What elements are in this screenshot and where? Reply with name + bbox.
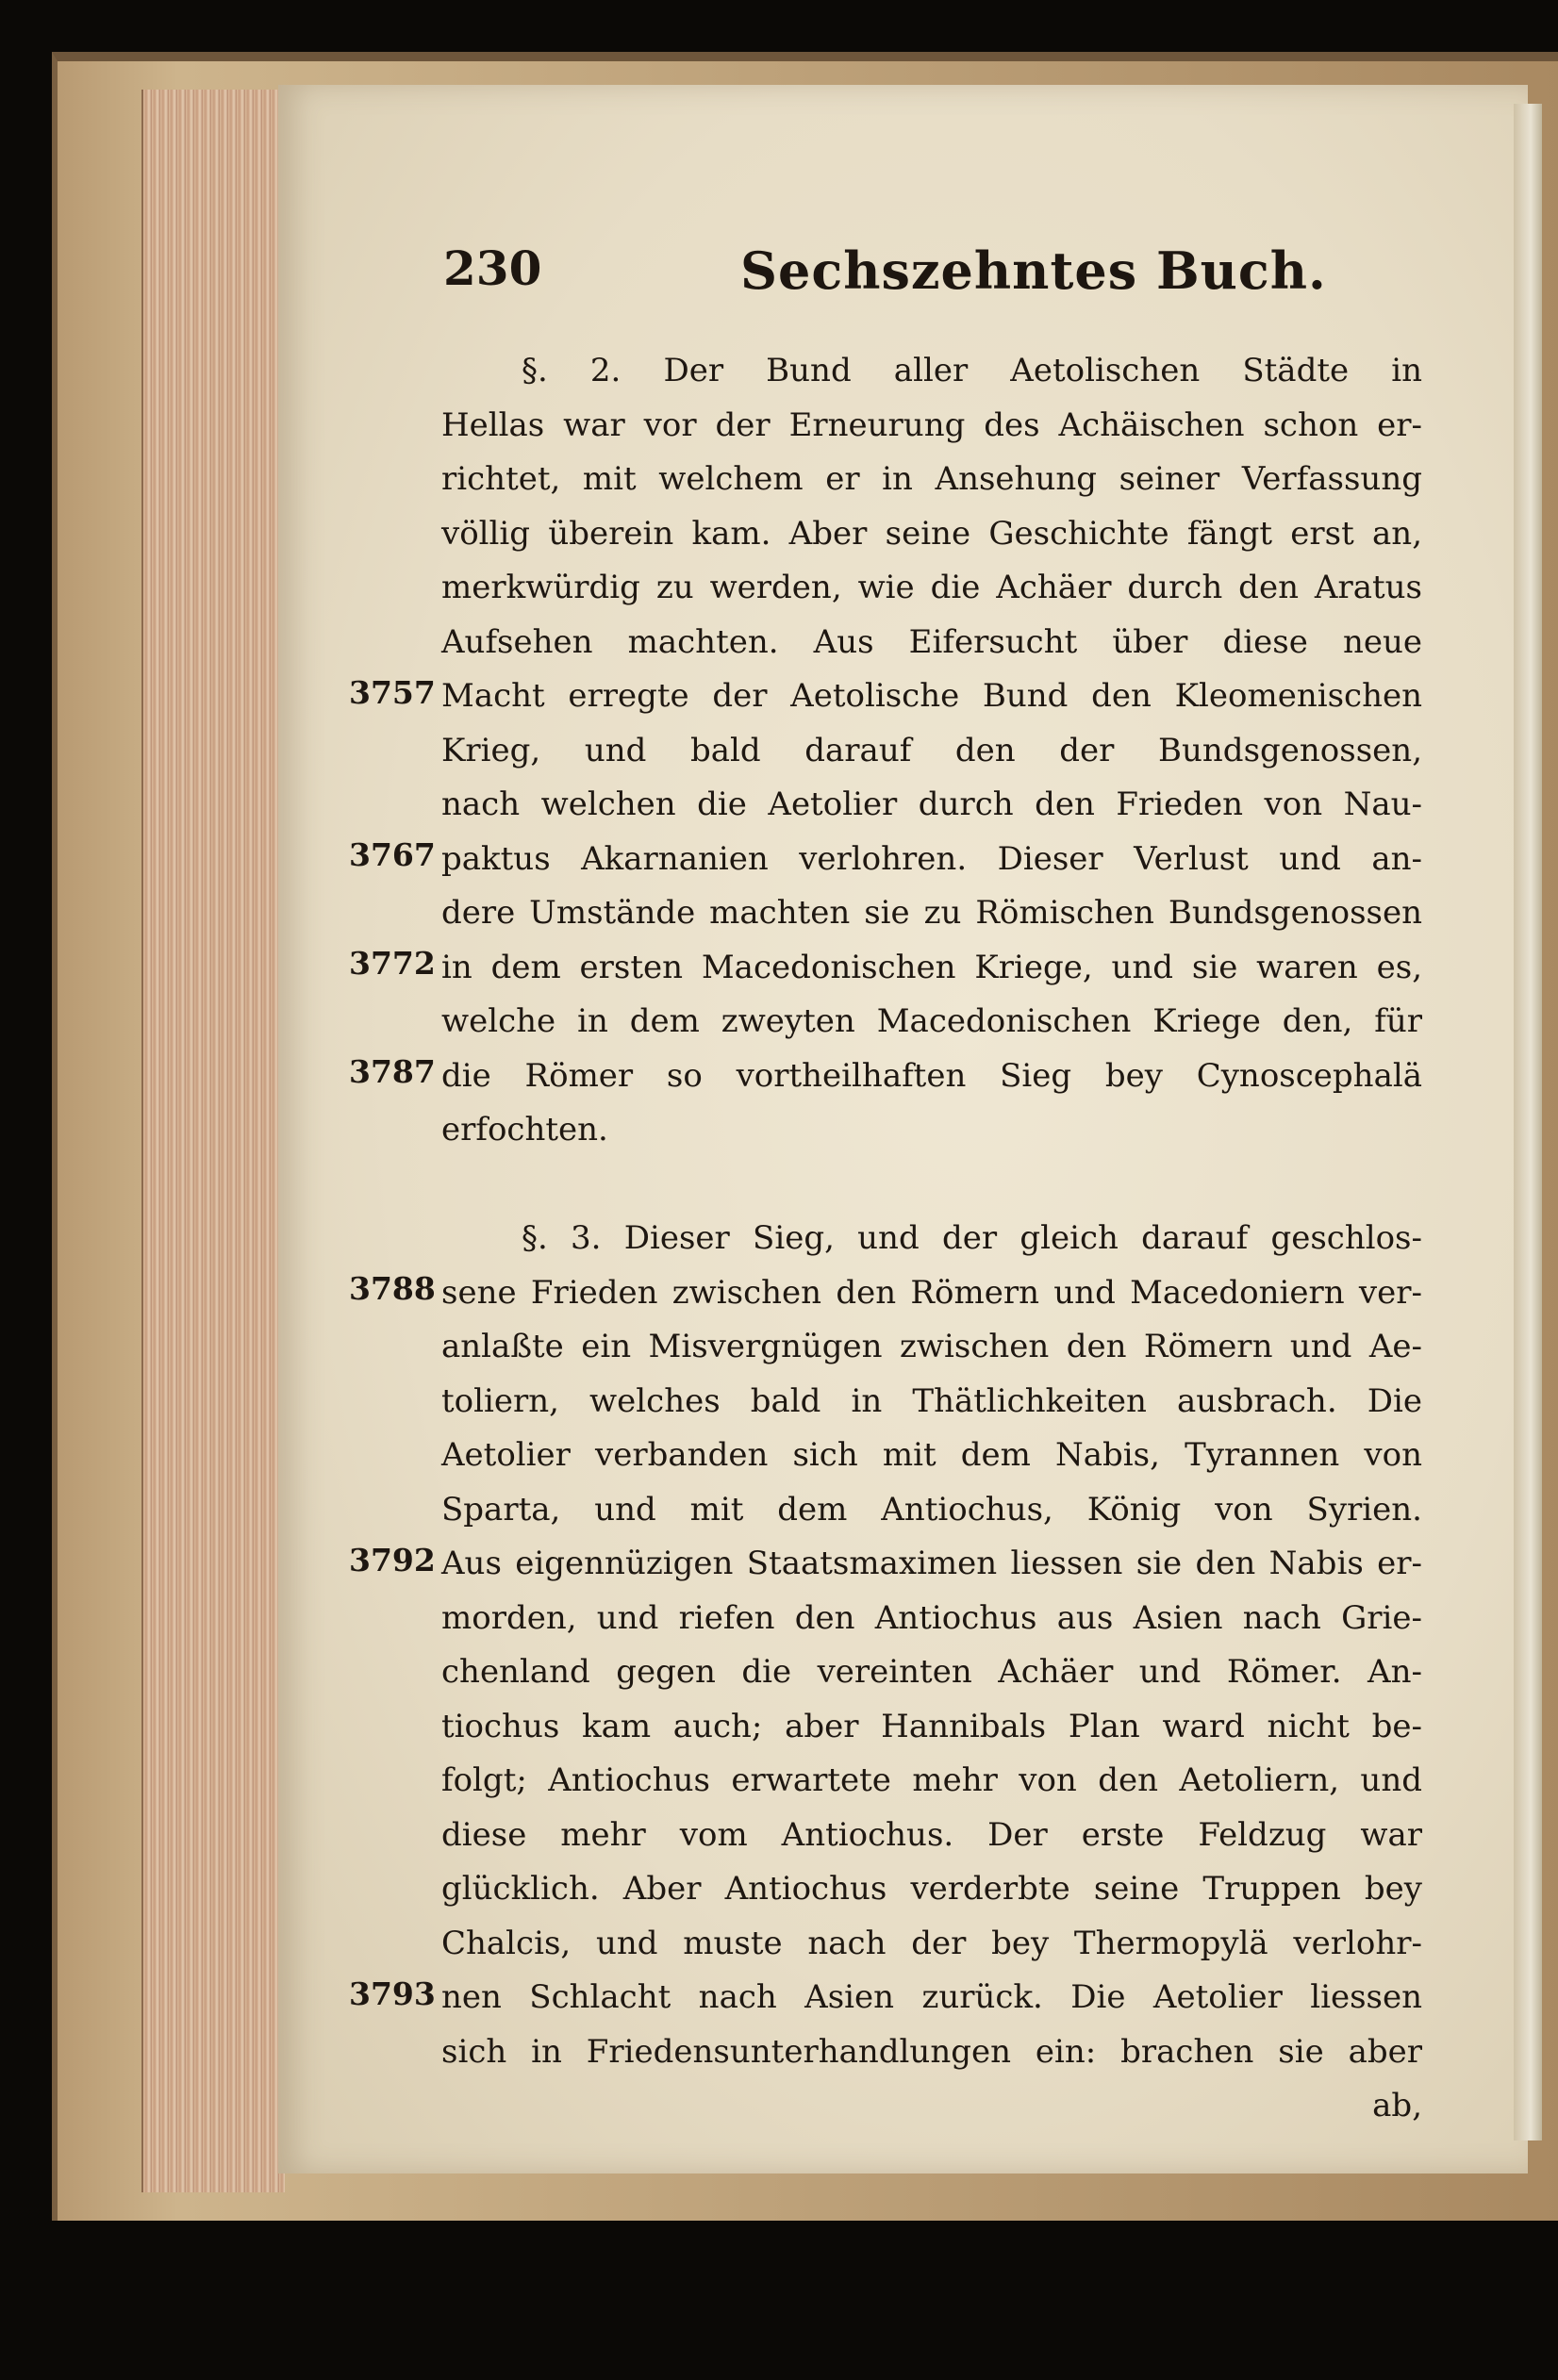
text-line: toliern, welches bald in Thätlichkeiten ausbrach. Die [441, 1381, 1422, 1420]
text-line: tiochus kam auch; aber Hannibals Plan ward nicht be- [441, 1707, 1422, 1745]
text-line: glücklich. Aber Antiochus verderbte seine Truppen bey [441, 1870, 1422, 1908]
text-line: merkwürdig zu werden, wie die Achäer durch den Aratus [441, 569, 1422, 606]
text-line: dere Umstände machten sie zu Römischen Bundsgenossen [441, 894, 1422, 932]
text-line: Aetolier verbanden sich mit dem Nabis, Tyrannen von [441, 1436, 1422, 1474]
text-line: nen Schlacht nach Asien zurück. Die Aetolier liessen [441, 1978, 1422, 2016]
text-line: paktus Akarnanien verlohren. Dieser Verlust und an- [441, 839, 1422, 878]
text-line: Hellas war vor der Erneurung des Achäischen schon er- [441, 405, 1422, 444]
text-line: chenland gegen die vereinten Achäer und Römer. An- [441, 1653, 1422, 1691]
text-line: Aufsehen machten. Aus Eifersucht über diese neue [441, 622, 1422, 661]
margin-year: 3788 [349, 1270, 436, 1307]
paragraph-gap [441, 1158, 1422, 1213]
margin-year: 3793 [349, 1975, 436, 2012]
margin-year: 3772 [349, 945, 436, 982]
text-line: nach welchen die Aetolier durch den Frieden von Nau- [441, 785, 1422, 823]
text-line: §. 3. Dieser Sieg, und der gleich darauf geschlos- [522, 1219, 1422, 1257]
text-line: die Römer so vortheilhaften Sieg bey Cynoscephalä [441, 1056, 1422, 1095]
page-number: 230 [443, 240, 542, 296]
text-line: Sparta, und mit dem Antiochus, König von Syrien. [441, 1490, 1422, 1529]
text-line: folgt; Antiochus erwartete mehr von den Aetoliern, und [441, 1761, 1422, 1799]
text-line: Aus eigennüzigen Staatsmaximen liessen sie den Nabis er- [441, 1545, 1422, 1582]
text-line: in dem ersten Macedonischen Kriege, und sie waren es, [441, 948, 1422, 986]
text-line: Chalcis, und muste nach der bey Thermopylä verlohr- [441, 1924, 1422, 1962]
text-line: Krieg, und bald darauf den der Bundsgenossen, [441, 731, 1422, 769]
text-line: sich in Friedensunterhandlungen ein: brachen sie aber [441, 2032, 1422, 2071]
text-line: diese mehr vom Antiochus. Der erste Feldzug war [441, 1815, 1422, 1854]
text-line: anlaßte ein Misvergnügen zwischen den Römern und Ae- [441, 1328, 1422, 1365]
text-line: welche in dem zweyten Macedonischen Kriege den, für [441, 1002, 1422, 1040]
margin-year: 3787 [349, 1053, 436, 1090]
text-line: morden, und riefen den Antiochus aus Asien nach Grie- [441, 1598, 1422, 1637]
page-header [443, 240, 1434, 316]
margin-year: 3757 [349, 674, 436, 711]
catchword: ab, [1372, 2087, 1422, 2124]
text-line: richtet, mit welchem er in Ansehung seiner Verfassung [441, 460, 1422, 498]
page-gutter [1514, 104, 1542, 2140]
margin-year: 3767 [349, 836, 436, 873]
body-text [441, 344, 1422, 2134]
text-line: Macht erregte der Aetolische Bund den Kleomenischen [441, 677, 1422, 715]
page-edges [141, 90, 285, 2192]
running-title: Sechszehntes Buch. [740, 240, 1327, 301]
text-line: erfochten. [441, 1111, 608, 1149]
text-line: sene Frieden zwischen den Römern und Macedoniern ver- [441, 1273, 1422, 1312]
margin-year: 3792 [349, 1542, 436, 1578]
text-line: völlig überein kam. Aber seine Geschichte fängt erst an, [441, 514, 1422, 553]
text-line: §. 2. Der Bund aller Aetolischen Städte in [522, 352, 1422, 389]
